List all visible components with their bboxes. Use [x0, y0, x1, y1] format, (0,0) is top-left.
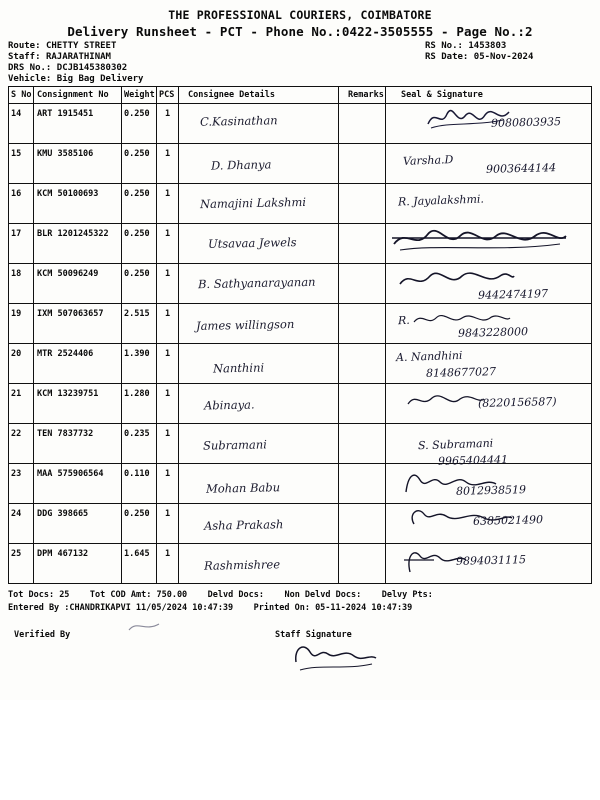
staff-signature-label: Staff Signature	[275, 630, 352, 640]
cell-consignee-handwriting: B. Sathyanarayanan	[197, 274, 316, 292]
cell-pcs: 1	[165, 549, 171, 559]
row-sep	[8, 503, 592, 504]
cell-consignment: DDG 398665	[37, 509, 89, 519]
cell-consignee-handwriting: Nanthini	[212, 360, 265, 376]
cell-signature-handwriting: Varsha.D	[402, 153, 454, 168]
tot-docs-value: 25	[59, 590, 70, 600]
footer-audit	[8, 603, 412, 613]
drs-line	[8, 63, 127, 73]
entered-by: Entered By :CHANDRIKAPVI 11/05/2024 10:47:39	[8, 603, 234, 613]
cell-weight: 0.250	[124, 149, 150, 159]
cell-phone-handwriting: 8148677027	[425, 365, 497, 380]
page-title: Delivery Runsheet - PCT - Phone No.:0422-3505555 - Page No.:2	[67, 24, 533, 39]
cell-pcs: 1	[165, 229, 171, 239]
cell-phone-handwriting: 8012938519	[455, 483, 527, 498]
row-sep	[8, 183, 592, 184]
cell-consignment: KMU 3585106	[37, 149, 94, 159]
tot-docs-label: Tot Docs:	[8, 590, 55, 600]
row-sep	[8, 383, 592, 384]
vehicle-value: Big Bag Delivery	[56, 74, 144, 84]
cell-consignee-handwriting: Namajini Lakshmi	[199, 194, 307, 212]
cell-pcs: 1	[165, 469, 171, 479]
cell-sno: 18	[11, 269, 22, 279]
table-header-underline	[8, 103, 592, 104]
col-sep-consignment	[121, 86, 122, 583]
route-line	[8, 41, 116, 51]
cell-sno: 22	[11, 429, 22, 439]
cell-consignee-handwriting: Utsavaa Jewels	[207, 235, 297, 251]
table-border-bottom	[8, 583, 592, 584]
col-header-weight: Weight	[124, 90, 155, 100]
cell-phone-handwriting: (8220156587)	[477, 394, 557, 411]
table-border-top	[8, 86, 592, 87]
cell-phone-handwriting: 9894031115	[455, 553, 527, 568]
cell-pcs: 1	[165, 509, 171, 519]
runsheet-table	[8, 86, 592, 586]
cell-phone-handwriting: 9843228000	[457, 325, 529, 340]
col-header-remarks: Remarks	[348, 90, 384, 100]
cell-phone-handwriting: 6385021490	[472, 513, 544, 528]
cell-consignee-handwriting: Mohan Babu	[205, 480, 281, 496]
cell-weight: 0.250	[124, 269, 150, 279]
col-header-signature: Seal & Signature	[401, 90, 483, 100]
cell-sno: 20	[11, 349, 22, 359]
stray-mark	[125, 616, 165, 636]
vehicle-line	[8, 74, 143, 84]
cell-consignee-handwriting: Rashmishree	[203, 557, 281, 573]
cell-consignment: TEN 7837732	[37, 429, 94, 439]
cell-phone-handwriting: 9442474197	[477, 287, 549, 302]
signature-scribble	[406, 390, 486, 410]
cell-sno: 24	[11, 509, 22, 519]
cell-consignment: BLR 1201245322	[37, 229, 109, 239]
delvy-pts-label: Delvy Pts:	[381, 590, 433, 600]
cell-pcs: 1	[165, 429, 171, 439]
col-header-consignee: Consignee Details	[188, 90, 275, 100]
row-sep	[8, 143, 592, 144]
col-sep-consignee	[338, 86, 339, 583]
cell-weight: 0.235	[124, 429, 150, 439]
footer-totals	[8, 590, 433, 600]
cell-consignee-handwriting: Asha Prakash	[203, 517, 284, 533]
cell-consignment: KCM 50096249	[37, 269, 99, 279]
cell-signature-handwriting: R.	[397, 313, 411, 328]
cell-pcs: 1	[165, 149, 171, 159]
cell-consignment: DPM 467132	[37, 549, 89, 559]
cell-weight: 0.250	[124, 189, 150, 199]
staff-signature-scribble	[290, 640, 380, 674]
tot-cod-label: Tot COD Amt:	[89, 590, 152, 600]
cell-consignee-handwriting: Subramani	[202, 437, 267, 453]
col-header-sno: S No	[11, 90, 32, 100]
vehicle-label: Vehicle:	[8, 74, 52, 84]
row-sep	[8, 223, 592, 224]
drs-value: DCJB145380302	[56, 63, 128, 73]
cell-signature-handwriting: S. Subramani	[417, 436, 494, 453]
cell-consignee-handwriting: Abinaya.	[203, 397, 255, 413]
rs-no-line	[425, 41, 506, 51]
col-sep-sno	[33, 86, 34, 583]
rs-date-line	[425, 52, 533, 62]
cell-sno: 21	[11, 389, 22, 399]
row-sep	[8, 303, 592, 304]
col-sep-weight	[156, 86, 157, 583]
non-delvd-docs-label: Non Delvd Docs:	[284, 590, 362, 600]
cell-consignment: MAA 575906564	[37, 469, 104, 479]
cell-sno: 19	[11, 309, 22, 319]
row-sep	[8, 343, 592, 344]
rs-no-value: 1453803	[468, 41, 507, 51]
cell-consignment: ART 1915451	[37, 109, 94, 119]
rs-date-label: RS Date:	[425, 52, 469, 62]
cell-phone-handwriting: 9003644144	[485, 161, 557, 176]
cell-pcs: 1	[165, 389, 171, 399]
company-title: THE PROFESSIONAL COURIERS, COIMBATORE	[168, 8, 432, 22]
drs-label: DRS No.:	[8, 63, 52, 73]
col-border-left	[8, 86, 9, 583]
cell-weight: 0.250	[124, 229, 150, 239]
cell-weight: 1.280	[124, 389, 150, 399]
cell-pcs: 1	[165, 349, 171, 359]
signature-scribble	[390, 224, 570, 258]
cell-phone-handwriting: 9965404441	[437, 453, 509, 468]
route-value: CHETTY STREET	[45, 41, 117, 51]
cell-weight: 1.390	[124, 349, 150, 359]
cell-sno: 14	[11, 109, 22, 119]
cell-consignment: KCM 13239751	[37, 389, 99, 399]
cell-consignment: IXM 507063657	[37, 309, 104, 319]
cell-consignee-handwriting: C.Kasinathan	[199, 113, 278, 129]
rs-date-value: 05-Nov-2024	[473, 52, 534, 62]
verified-by-label: Verified By	[14, 630, 71, 640]
col-header-consignment: Consignment No	[37, 90, 109, 100]
staff-value: RAJARATHINAM	[45, 52, 111, 62]
row-sep	[8, 543, 592, 544]
row-sep	[8, 263, 592, 264]
cell-sno: 23	[11, 469, 22, 479]
cell-sno: 16	[11, 189, 22, 199]
col-sep-remarks	[385, 86, 386, 583]
cell-pcs: 1	[165, 309, 171, 319]
route-label: Route:	[8, 41, 41, 51]
rs-no-label: RS No.:	[425, 41, 463, 51]
cell-sno: 15	[11, 149, 22, 159]
col-sep-pcs	[178, 86, 179, 583]
delvd-docs-label: Delvd Docs:	[207, 590, 264, 600]
cell-weight: 0.110	[124, 469, 150, 479]
page-blank-area	[0, 700, 600, 800]
staff-label: Staff:	[8, 52, 41, 62]
cell-consignee-handwriting: D. Dhanya	[210, 157, 272, 173]
row-sep	[8, 423, 592, 424]
cell-sno: 17	[11, 229, 22, 239]
cell-pcs: 1	[165, 189, 171, 199]
cell-sno: 25	[11, 549, 22, 559]
printed-on: Printed On: 05-11-2024 10:47:39	[253, 603, 413, 613]
staff-line	[8, 52, 111, 62]
cell-pcs: 1	[165, 109, 171, 119]
cell-signature-handwriting: A. Nandhini	[395, 348, 463, 365]
cell-pcs: 1	[165, 269, 171, 279]
col-header-pcs: PCS	[159, 90, 175, 100]
cell-consignee-handwriting: James willingson	[195, 316, 295, 334]
cell-weight: 1.645	[124, 549, 150, 559]
cell-weight: 0.250	[124, 109, 150, 119]
cell-signature-handwriting: R. Jayalakshmi.	[397, 192, 485, 209]
cell-phone-handwriting: 9080803935	[490, 115, 562, 130]
cell-consignment: MTR 2524406	[37, 349, 94, 359]
cell-consignment: KCM 50100693	[37, 189, 99, 199]
tot-cod-value: 750.00	[156, 590, 188, 600]
col-border-right	[591, 86, 592, 583]
cell-weight: 0.250	[124, 509, 150, 519]
cell-weight: 2.515	[124, 309, 150, 319]
